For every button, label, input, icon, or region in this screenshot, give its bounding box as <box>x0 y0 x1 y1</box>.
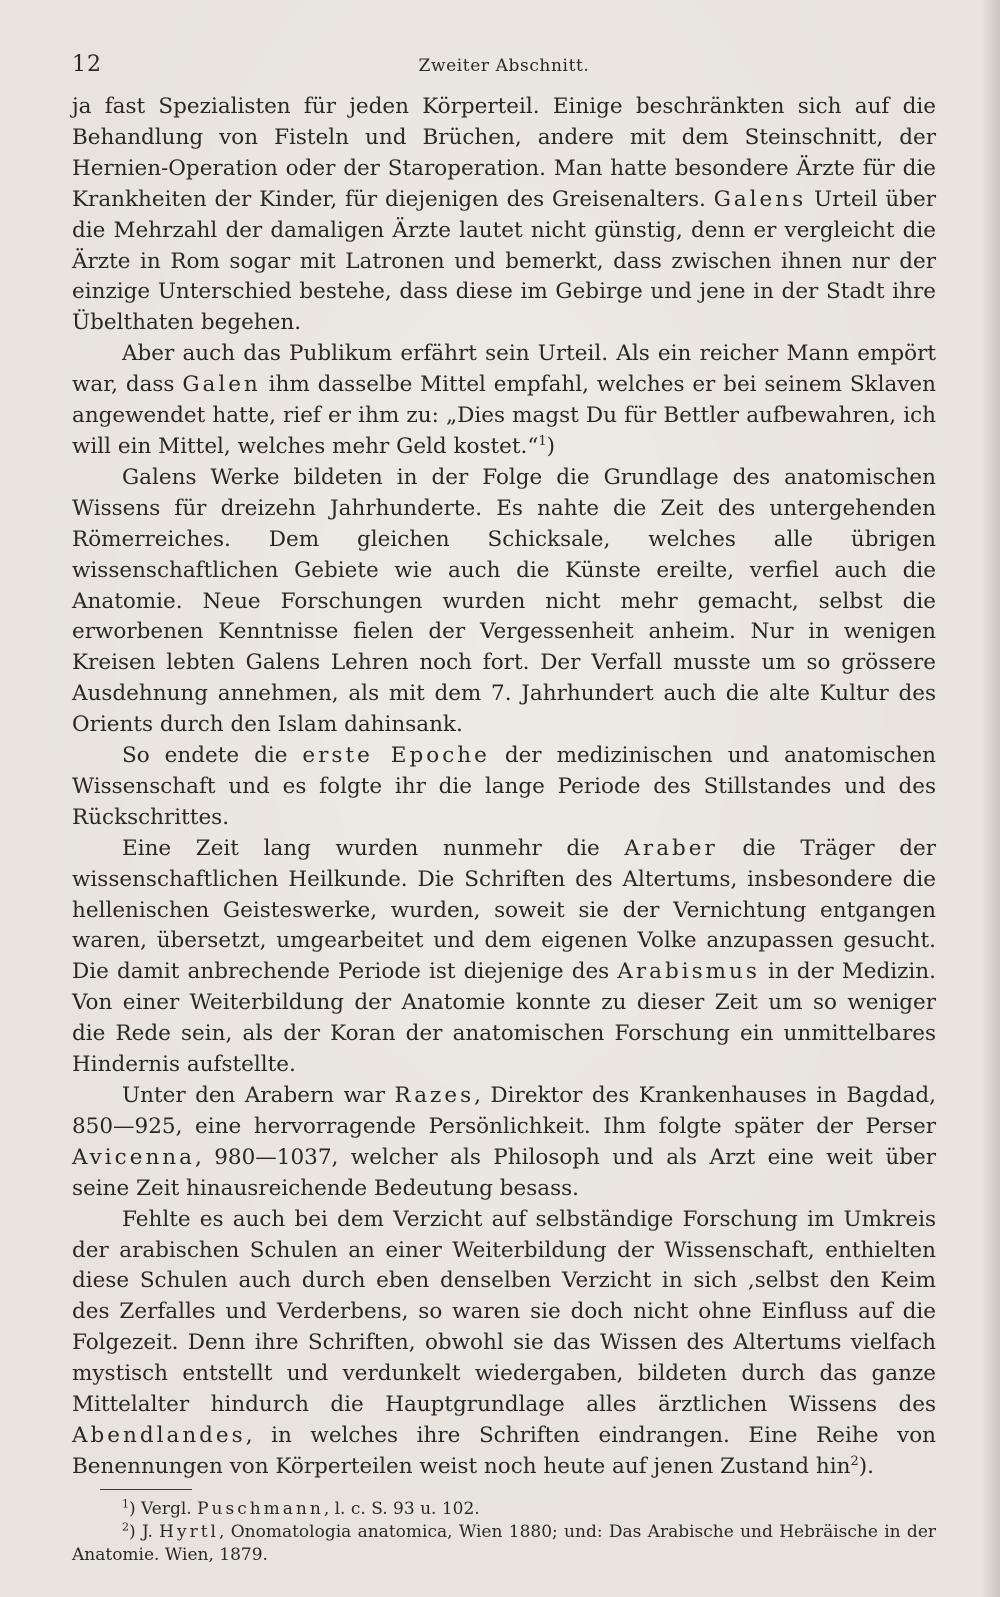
paragraph: Galens Werke bildeten in der Folge die Grundlage des anatomischen Wissens für dreizehn Jahrhunderte. Es nahte die Zeit des untergehenden Römerreiches. Dem gleichen Schicksale, welches alle übrigen wissenschaftlichen Gebiete wie auch die Künste ereilte, verfiel auch die Anatomie. Neue Forschungen wurden nicht mehr gemacht, selbst die erworbenen Kenntnisse fielen der Vergessenheit anheim. Nur in wenigen Kreisen lebten Galens Lehren noch fort. Der Verfall musste um so grössere Ausdehnung annehmen, als mit dem 7. Jahrhundert auch die alte Kultur des Orients durch den Islam dahinsank. <box>72 464 936 738</box>
text-run: , l. c. S. 93 u. 102. <box>323 1498 480 1519</box>
spaced-name: Puschmann <box>197 1498 324 1519</box>
footnote <box>72 1521 936 1567</box>
footnote-mark: 2 <box>122 1520 129 1534</box>
text-run: , in welches ihre Schriften eindrangen. Eine Reihe von Benennungen von Körperteilen weist noch heute auf jenen Zustand hin <box>72 1422 936 1479</box>
footnote-mark: 1 <box>122 1497 129 1511</box>
paragraph <box>72 339 936 463</box>
text-run: ihm dasselbe Mittel empfahl, welches er bei seinem Sklaven angewendet hatte, rief er ihm zu: „Dies magst Du für Bettler aufbewahren, ich will ein Mittel, welches mehr Geld kostet.“ <box>72 372 936 459</box>
paragraph <box>72 741 936 834</box>
text-run: ) Vergl. <box>129 1498 198 1519</box>
footnotes <box>72 1498 936 1567</box>
text-run: Unter den Arabern war <box>122 1083 395 1108</box>
running-head-title: Zweiter Abschnitt. <box>418 56 590 76</box>
text-run: ). <box>858 1453 874 1479</box>
paragraph <box>72 834 936 1081</box>
spaced-name: Galen <box>182 372 261 398</box>
paragraph <box>72 1081 936 1205</box>
text-run: ) <box>546 433 556 459</box>
text-run: So endete die <box>122 743 303 769</box>
text-run: in der Medizin. Von einer Weiterbildung der Anatomie konnte zu dieser Zeit um so weniger die Rede sein, als der Koran der anatomischen Forschung ein unmittelbares Hindernis aufstellte. <box>72 959 936 1078</box>
text-run: die Träger der wissenschaftlichen Heilkunde. Die Schriften des Altertums, insbesondere die hellenischen Geisteswerke, wurden, soweit sie der Vernichtung entgangen waren, übersetzt, umgearbeitet und dem eigenen Volke anzupassen gesucht. Die damit anbrechende Periode ist diejenige des <box>72 835 936 985</box>
spaced-name: Razes <box>394 1083 475 1108</box>
footnote-divider <box>100 1489 192 1490</box>
text-run: Fehlte es auch bei dem Verzicht auf selbständige Forschung im Umkreis der arabischen Schulen an einer Weiterbildung der Wissenschaft, enthielten diese Schulen auch durch eben denselben Verzicht in sich ,selbst den Keim des Zerfalles und Verderbens, so waren sie doch nicht ohne Einfluss auf die Folgezeit. Denn ihre Schriften, obwohl sie das Wissen des Altertums vielfach mystisch entstellt und verdunkelt wiedergaben, bildeten durch das ganze Mittelalter hindurch die Hauptgrundlage alles ärztlichen Wissens des <box>72 1206 936 1418</box>
text-run: Urteil über die Mehrzahl der damaligen Ärzte lautet nicht günstig, denn er vergleicht die Ärzte in Rom sogar mit Latronen und bemerkt, dass zwischen ihnen nur der einzige Unterschied bestehe, dass diese im Gebirge und jene in der Stadt ihre Übelthaten begehen. <box>72 186 936 336</box>
text-run: , Onomatologia anatomica, Wien 1880; und: Das Arabische und Hebräische in der Anatomie. Wien, 1879. <box>72 1521 937 1565</box>
spaced-term: erste Epoche <box>302 743 490 769</box>
text-run: Aber auch das Publikum erfährt sein Urteil. Als ein reicher Mann empört war, dass <box>72 341 936 398</box>
footnote-reference: 2 <box>850 1453 859 1469</box>
text-run: der medizinischen und anatomischen Wissenschaft und es folgte ihr die lange Periode des Stillstandes und des Rückschrittes. <box>72 743 936 830</box>
spaced-name: Galens <box>713 186 807 212</box>
paragraph <box>72 1205 936 1483</box>
footnote-reference: 1 <box>538 433 547 449</box>
spaced-term: Araber <box>624 835 718 861</box>
spaced-name: Avicenna <box>72 1144 195 1170</box>
page-number: 12 <box>72 52 102 77</box>
paragraph <box>72 92 936 339</box>
spaced-name: Hyrtl <box>159 1521 219 1542</box>
text-run: , Direktor des Krankenhauses in Bagdad, 850—925, eine hervorragende Persönlichkeit. Ihm folgte später der Perser <box>72 1083 936 1139</box>
footnote <box>72 1498 936 1521</box>
text-run: Eine Zeit lang wurden nunmehr die <box>122 835 625 861</box>
text-run: ja fast Spezialisten für jeden Körperteil. Einige beschränkten sich auf die Behandlung von Fisteln und Brüchen, andere mit dem Steinschnitt, der Hernien-Operation oder der Staroperation. Man hatte besondere Ärzte für die Krankheiten der Kinder, für diejenigen des Greisenalters. <box>72 94 936 212</box>
text-run: , 980—1037, welcher als Philosoph und als Arzt eine weit über seine Zeit hinausreichende Bedeutung besass. <box>72 1144 936 1201</box>
spaced-term: Abendlandes <box>72 1422 246 1448</box>
running-head <box>72 0 936 92</box>
text-run: ) J. <box>129 1521 160 1542</box>
body-text <box>72 92 936 1483</box>
spaced-term: Arabismus <box>617 959 760 985</box>
